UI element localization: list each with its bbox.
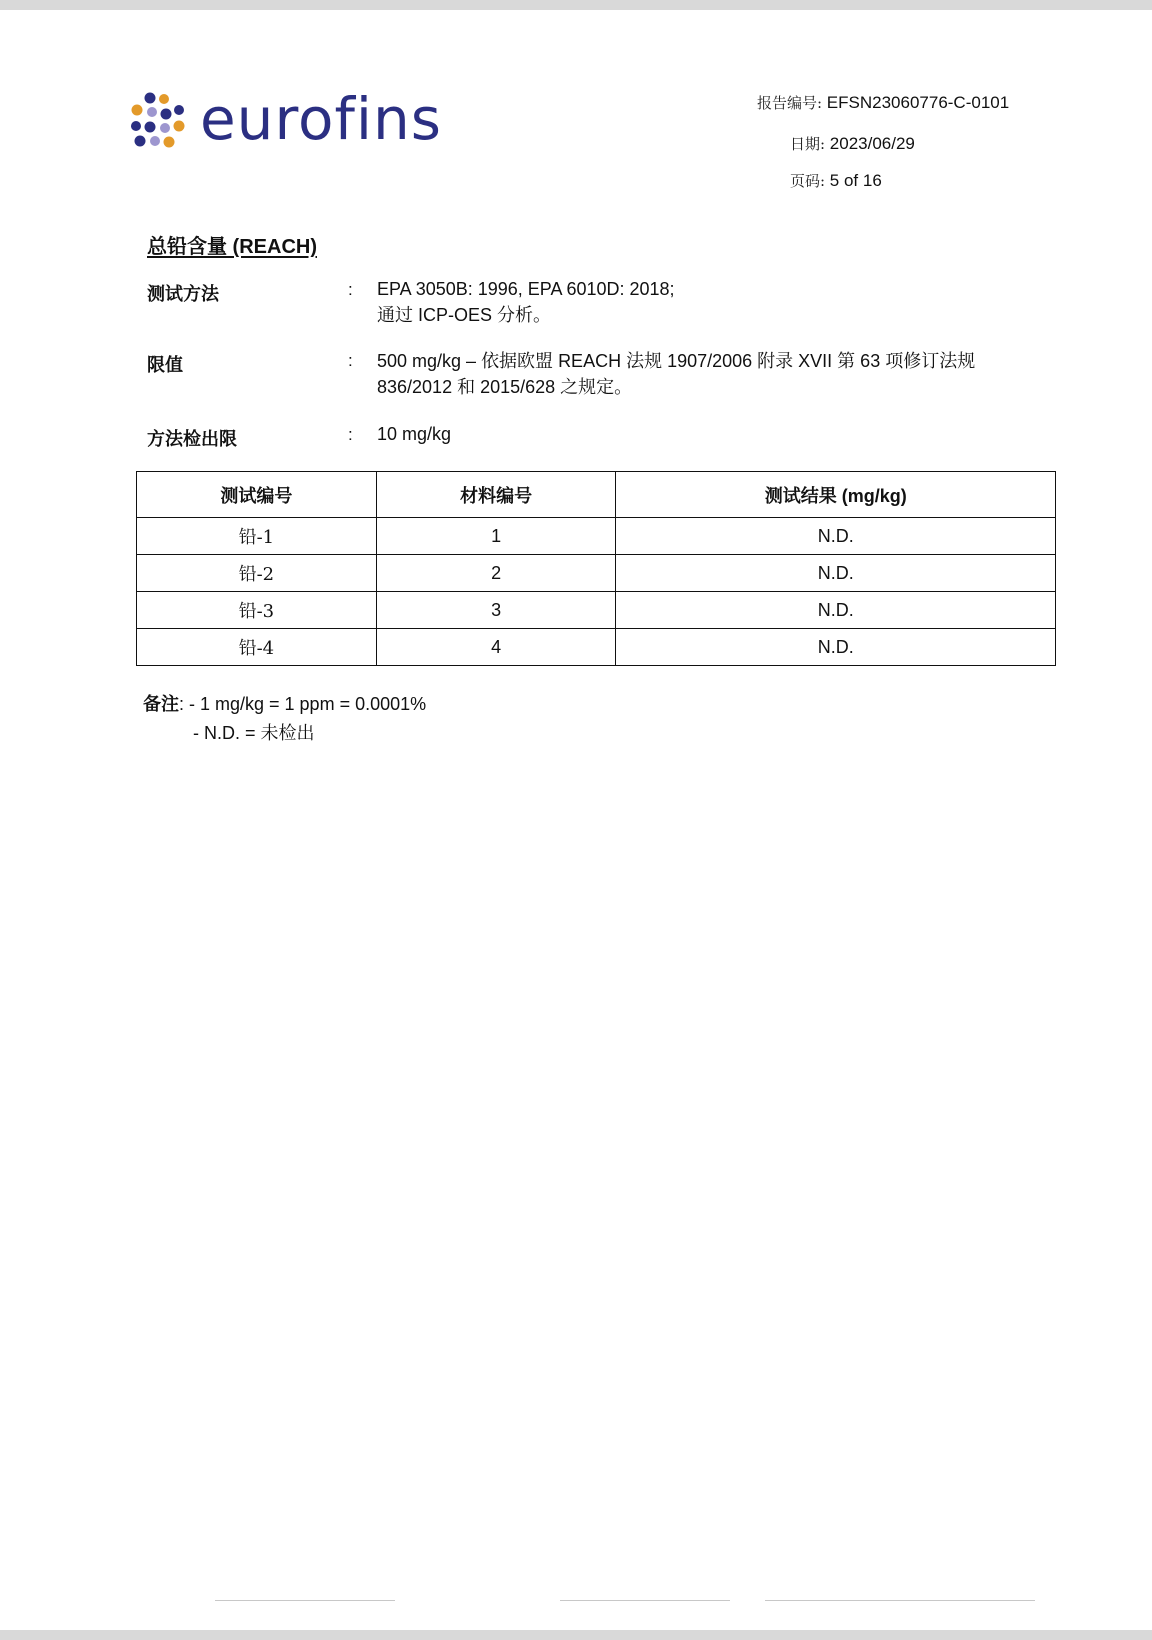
note-line-1 — [143, 690, 426, 719]
table-row — [137, 629, 1056, 666]
eurofins-logo — [128, 85, 443, 156]
limit-value — [377, 348, 1037, 400]
limit-colon: : — [348, 351, 353, 370]
col-header-material-id: 材料编号 — [376, 472, 616, 518]
brand-wordmark: eurofins — [200, 85, 443, 153]
detection-limit-label: 方法检出限 — [147, 429, 237, 450]
footer-divider — [765, 1600, 1035, 1601]
result-cell: N.D. — [616, 555, 1056, 592]
page-number-row — [790, 170, 882, 192]
detection-limit-colon: : — [348, 425, 353, 444]
col-header-test-id: 测试编号 — [137, 472, 377, 518]
material-id-cell: 1 — [376, 518, 616, 555]
result-cell: N.D. — [616, 629, 1056, 666]
material-id-cell: 3 — [376, 592, 616, 629]
table-row — [137, 518, 1056, 555]
limit-line-1: 500 mg/kg – 依据欧盟 REACH 法规 1907/2006 附录 XVII 第 63 项修订法规 — [377, 351, 976, 371]
notes-label: 备注 — [143, 694, 179, 715]
test-method-value — [377, 276, 1037, 328]
material-id-cell: 2 — [376, 555, 616, 592]
report-number-label: 报告编号: — [757, 94, 823, 112]
col-header-result: 测试结果 (mg/kg) — [616, 472, 1056, 518]
test-id-cell: 铅-2 — [137, 555, 377, 592]
eurofins-dots-icon — [128, 90, 194, 156]
limit-label: 限值 — [147, 355, 183, 376]
note-text-1: : - 1 mg/kg = 1 ppm = 0.0001% — [179, 694, 427, 714]
report-page — [0, 10, 1152, 1630]
results-table — [136, 471, 1056, 666]
report-number-value: EFSN23060776-C-0101 — [826, 93, 1010, 112]
detection-limit-value: 10 mg/kg — [377, 424, 452, 444]
report-number-row — [757, 92, 1009, 114]
test-method-line-1: EPA 3050B: 1996, EPA 6010D: 2018; — [377, 279, 675, 299]
footer-divider — [215, 1600, 395, 1601]
table-row — [137, 555, 1056, 592]
note-line-2: - N.D. = 未检出 — [193, 723, 315, 743]
test-method-label: 测试方法 — [147, 284, 219, 305]
page-number-label: 页码: — [790, 172, 826, 190]
test-id-cell: 铅-1 — [137, 518, 377, 555]
notes — [143, 690, 426, 748]
test-id-cell: 铅-4 — [137, 629, 377, 666]
report-date-value: 2023/06/29 — [829, 134, 915, 153]
table-header-row — [137, 472, 1056, 518]
page-number-value: 5 of 16 — [829, 171, 882, 190]
test-method-line-2: 通过 ICP-OES 分析。 — [377, 305, 552, 325]
result-cell: N.D. — [616, 518, 1056, 555]
table-row — [137, 592, 1056, 629]
report-date-row — [790, 133, 915, 155]
report-date-label: 日期: — [790, 135, 826, 153]
footer-divider — [560, 1600, 730, 1601]
test-method-colon: : — [348, 280, 353, 299]
result-cell: N.D. — [616, 592, 1056, 629]
limit-line-2: 836/2012 和 2015/628 之规定。 — [377, 377, 633, 397]
test-id-cell: 铅-3 — [137, 592, 377, 629]
section-title: 总铅含量 (REACH) — [147, 236, 317, 258]
material-id-cell: 4 — [376, 629, 616, 666]
